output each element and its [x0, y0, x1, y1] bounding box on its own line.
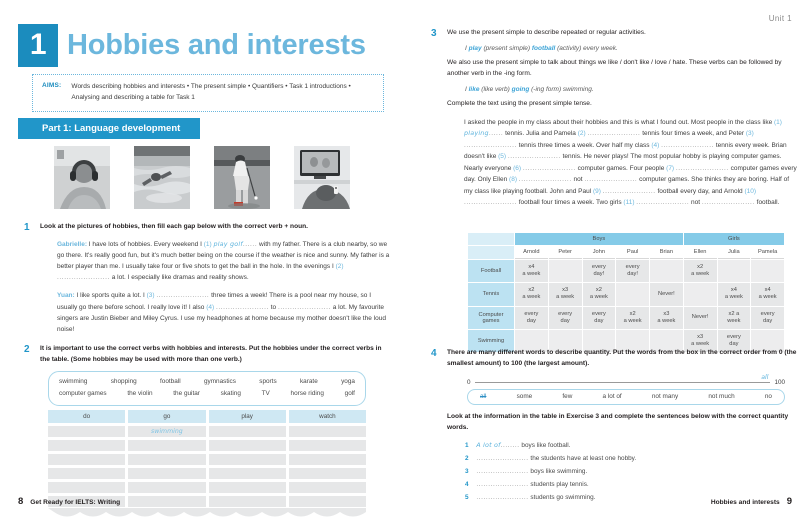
scale-answer: all [761, 374, 769, 381]
frequency-cell: every day! [583, 260, 616, 282]
quantity-word-chip[interactable]: not much [708, 393, 735, 400]
body-text: three times a week! There is a pool near my house, so I usually go there before school. I really love it! I also [57, 292, 372, 311]
verb-table-cell[interactable] [209, 496, 286, 507]
hobby-row-header: Computer games [468, 307, 514, 329]
torn-page-edge [48, 508, 366, 520]
gap-number: (2) [335, 263, 344, 271]
exercise-3-example-2 [465, 86, 797, 93]
group-header-girls: Girls [684, 233, 784, 245]
body-text: not [689, 199, 702, 207]
exercise-1-instruction: Look at the pictures of hobbies, then fill each gap below with the correct verb + noun. [40, 223, 308, 230]
sentence-text: boys like football. [519, 442, 571, 450]
verb-table-cell[interactable] [48, 468, 125, 479]
verb-table-cell[interactable] [128, 440, 205, 451]
word-chip[interactable]: swimming [59, 378, 88, 385]
gap-number: (6) [513, 164, 523, 172]
exercise-4-number: 4 [431, 348, 437, 359]
example-text: (activity) every week. [555, 44, 618, 52]
body-text: computer games. She thinks they are boring. Half of my class like playing football. John and Paul [464, 176, 790, 195]
exercise-3 [425, 28, 797, 209]
student-name-header: Pamela [751, 246, 784, 259]
body-text: tennis three times a week. Over half my class [516, 141, 652, 149]
exercise-3-intro-1: We use the present simple to describe repeated or regular activities. [447, 29, 646, 36]
student-name-header: John [583, 246, 616, 259]
gap-number: (4) [651, 141, 662, 149]
table-row [48, 440, 366, 451]
quantity-scale [467, 375, 785, 386]
aims-box [32, 74, 384, 112]
verb-table-cell[interactable] [128, 482, 205, 493]
exercise-4-instruction-2: Look at the information in the table in Exercise 3 and complete the sentences below with the correct quantity words. [447, 413, 789, 431]
verb-table-cell[interactable] [48, 440, 125, 451]
sentence-text: students go swimming. [528, 493, 596, 501]
verb-table-cell[interactable] [128, 468, 205, 479]
sentence-number: 4 [465, 480, 469, 488]
sentence-number: 1 [465, 442, 469, 450]
body-text: with my father. There is a club nearby, so we go there. It's really good fun, but it's much better being on the course if the weather is nice and sunny. My father is a better player than me. I usually take four or five shots to get the ball in the hole. In the evenings I [57, 240, 390, 271]
quantity-word-chip[interactable]: all [480, 393, 487, 400]
hobby-word-box [48, 371, 366, 406]
table-row [48, 468, 366, 479]
answer-blank: ...................... [464, 199, 517, 207]
frequency-cell: x3 a week [549, 283, 582, 305]
answer-blank: ...................... [602, 187, 656, 195]
example-text: I [465, 85, 469, 93]
body-text: football four times a week. Two girls [516, 199, 624, 207]
word-chip[interactable]: yoga [341, 378, 355, 385]
body-text: tennis four times a week, and Peter [640, 130, 746, 138]
sentence-text: boys like swimming. [528, 467, 588, 475]
frequency-cell-empty [684, 283, 717, 305]
exercise-1-number: 1 [24, 222, 30, 233]
answer-blank[interactable]: ...................... [474, 467, 529, 475]
frequency-cell: x2 a week [684, 260, 717, 282]
hobby-row-header: Swimming [468, 330, 514, 352]
frequency-cell: every day! [616, 260, 649, 282]
frequency-cell-empty [616, 283, 649, 305]
verb-table-cell[interactable] [128, 496, 205, 507]
word-chip[interactable]: karate [299, 378, 318, 385]
table-row [468, 307, 784, 329]
answer-blank: ...................... [584, 176, 638, 184]
body-text: tennis. He never plays! The most popular hobby is playing computer games. Nearly everyone [464, 153, 782, 172]
answer-dots: ...... [242, 240, 258, 248]
verb-column-header: play [209, 410, 286, 423]
student-name-header: Ellen [684, 246, 717, 259]
table-row [48, 454, 366, 465]
list-item [465, 453, 797, 466]
frequency-cell: x4 a week [751, 283, 784, 305]
frequency-cell: every day [583, 307, 616, 329]
frequency-cell: every day [718, 330, 751, 352]
frequency-cell: x3 a week [650, 307, 683, 329]
student-name-header: Peter [549, 246, 582, 259]
list-item [465, 479, 797, 492]
unit-header [18, 24, 366, 67]
footer-left [18, 496, 120, 507]
word-chip[interactable]: the violin [127, 389, 153, 397]
answer-blank: ...................... [507, 153, 561, 161]
verb-table-cell[interactable] [289, 426, 366, 437]
answer-blank: ...................... [587, 130, 641, 138]
body-text: tennis every week. Brian doesn't like [464, 141, 787, 161]
scale-min-label: 0 [467, 379, 471, 386]
answer-blank: ...................... [661, 141, 715, 149]
verb-table-cell[interactable] [289, 440, 366, 451]
example-highlight: football [531, 44, 556, 52]
example-text: (like verb) [479, 85, 512, 93]
student-name-header: Arnold [515, 246, 548, 259]
body-text: I have lots of hobbies. Every weekend I [86, 240, 204, 248]
body-text: football. [754, 199, 780, 207]
part-banner: Part 1: Language development [18, 118, 200, 139]
photo-swimmer [134, 146, 190, 209]
answer-blank: ...................... [518, 176, 572, 184]
word-box-row-1 [59, 376, 355, 388]
word-chip[interactable]: skating [220, 389, 241, 397]
frequency-cell: Never! [684, 307, 717, 329]
scale-line [475, 375, 771, 383]
page-number-right: 9 [786, 496, 792, 507]
answer-blank[interactable]: ...................... [474, 493, 529, 501]
scale-max-label: 100 [774, 379, 785, 386]
frequency-cell: x3 a week [684, 330, 717, 352]
table-row [48, 426, 366, 437]
student-name-header: Julia [718, 246, 751, 259]
frequency-cell-empty [751, 260, 784, 282]
frequency-cell: Never! [650, 283, 683, 305]
answer-blank: ...................... [57, 274, 110, 282]
verb-table-cell[interactable] [209, 482, 286, 493]
exercise-3-number: 3 [431, 28, 437, 39]
verb-table-cell[interactable] [48, 426, 125, 437]
body-text: a lot. My favourite singers are Justin Bieber and Miley Cyrus. I use my headphones at home because my mother doesn't like the loud noise! [57, 303, 386, 333]
table-name-header-row [468, 246, 784, 259]
student-name-header: Paul [616, 246, 649, 259]
gap-number: (3) [146, 292, 157, 300]
sentence-number: 5 [465, 493, 469, 501]
answer-blank: ...................... [701, 199, 755, 207]
gap-number: (1) [774, 118, 782, 126]
word-chip[interactable]: the guitar [173, 389, 200, 397]
example-highlight: going [511, 85, 530, 93]
answer-blank: ...................... [464, 141, 517, 149]
answer-blank: ...................... [156, 292, 210, 300]
frequency-cell: x4 a week [718, 283, 751, 305]
example-highlight: like [468, 85, 480, 93]
exercise-4 [425, 348, 797, 369]
word-chip[interactable]: golf [344, 389, 355, 397]
verb-table-cell[interactable] [48, 454, 125, 465]
example-text: (-ing form) swimming. [529, 85, 594, 93]
answer-dots: ........ [500, 442, 520, 450]
gap-number: (1) [203, 240, 214, 248]
verb-table-cell[interactable] [289, 482, 366, 493]
exercise-3-cloze-text [464, 117, 797, 210]
photo-golfer [214, 146, 270, 209]
frequency-cell: every day [549, 307, 582, 329]
aims-label: AIMS: [42, 81, 62, 89]
gap-number: (11) [623, 199, 637, 207]
unit-number: 1 [18, 24, 58, 67]
quantity-word-chip[interactable]: no [764, 393, 772, 400]
frequency-cell: x2 a week [515, 283, 548, 305]
word-chip[interactable]: TV [261, 389, 270, 397]
verb-table-cell[interactable] [289, 454, 366, 465]
body-text: computer games. Four people [575, 164, 667, 172]
verb-column-header: watch [289, 410, 366, 423]
exercise-4-part-b [447, 412, 797, 504]
verb-column-header: go [128, 410, 205, 423]
body-text: to [268, 303, 278, 311]
verb-table-header [48, 410, 366, 423]
frequency-cell: x2 a week [718, 307, 751, 329]
exercise-3-example-1 [465, 45, 797, 52]
body-text: I asked the people in my class about their hobbies and this is what I found out. Most people in the class like [464, 118, 775, 126]
body-text: computer games every day. Only Ellen [464, 164, 797, 184]
frequency-cell: every day [751, 307, 784, 329]
frequency-cell: x4 a week [515, 260, 548, 282]
group-header-boys: Boys [515, 233, 683, 245]
word-chip[interactable]: computer games [59, 389, 107, 397]
table-corner [468, 246, 514, 259]
example-highlight: play [468, 44, 482, 52]
word-chip[interactable]: sports [259, 378, 277, 385]
dialogue-speaker: Yuan: [57, 292, 75, 300]
exercise-4-sentences [465, 439, 797, 504]
frequency-cell: x2 a week [583, 283, 616, 305]
sentence-number: 3 [465, 467, 469, 475]
table-row [468, 283, 784, 305]
handwritten-answer: playing [464, 129, 489, 138]
verb-collocation-table [48, 410, 366, 525]
body-text: football every day, and Arnold [655, 187, 745, 195]
frequency-cell: x2 a week [616, 307, 649, 329]
quantity-word-chip[interactable]: some [516, 393, 533, 400]
sentence-text: the students have at least one hobby. [528, 455, 637, 463]
table-group-header-row [468, 233, 784, 245]
unit-marker: Unit 1 [768, 14, 792, 23]
table-row [468, 260, 784, 282]
body-text: not [571, 176, 585, 184]
list-item [465, 466, 797, 479]
photo-watching-tv [294, 146, 350, 209]
exercise-2-number: 2 [24, 344, 30, 355]
frequency-cell-empty [718, 260, 751, 282]
verb-table-cell[interactable]: swimming [128, 426, 205, 437]
verb-table-cell[interactable] [209, 440, 286, 451]
answer-blank: ...................... [675, 164, 729, 172]
photo-strip [54, 146, 350, 209]
verb-table-cell[interactable] [289, 468, 366, 479]
verb-table-cell[interactable] [209, 468, 286, 479]
gap-number: (4) [206, 303, 216, 311]
hobby-row-header: Football [468, 260, 514, 282]
answer-blank[interactable]: ...................... [474, 455, 529, 463]
sentence-number: 2 [465, 455, 469, 463]
frequency-cell: every day [515, 307, 548, 329]
frequency-cell-empty [549, 260, 582, 282]
aims-text: Words describing hobbies and interests • The present simple • Quantifiers • Task 1 introductions • Analysing and describing a table for Task 1 [71, 83, 351, 102]
answer-blank: ...................... [215, 303, 269, 311]
verb-table-body [48, 426, 366, 507]
body-text: I like sports quite a lot. I [74, 292, 147, 300]
exercise-3-instruction: Complete the text using the present simple tense. [447, 99, 592, 107]
frequency-cell-empty [650, 260, 683, 282]
example-text: I [465, 44, 469, 52]
verb-column-header: do [48, 410, 125, 423]
gap-number: (5) [498, 153, 508, 161]
unit-footer-title: Hobbies and interests [710, 499, 780, 506]
right-page [405, 0, 810, 527]
gap-number: (9) [593, 187, 603, 195]
student-name-header: Brian [650, 246, 683, 259]
example-text: (present simple) [481, 44, 532, 52]
gap-number: (8) [509, 176, 519, 184]
dialogue-turn [57, 239, 390, 284]
verb-table-cell[interactable] [289, 496, 366, 507]
word-chip[interactable]: horse riding [290, 389, 324, 397]
answer-blank[interactable]: ...................... [474, 480, 529, 488]
body-text: tennis. Julia and Pamela [503, 130, 578, 138]
handwritten-answer: A lot of [474, 441, 501, 450]
verb-table-cell[interactable] [209, 454, 286, 465]
answer-dots: ...... [488, 130, 504, 138]
table-row [48, 482, 366, 493]
answer-blank: ...................... [522, 164, 576, 172]
book-title: Get Ready for IELTS: Writing [30, 499, 121, 506]
photo-man-headphones [54, 146, 110, 209]
dialogue-turn [57, 290, 390, 335]
answer-blank: ...................... [636, 199, 690, 207]
exercise-3-intro-2: We also use the present simple to talk about things we like / don't like / love / hate. These verbs can be followed by another verb in the -ing form. [447, 58, 782, 77]
word-box-row-2 [59, 388, 355, 400]
handwritten-answer: play golf [213, 239, 243, 248]
gap-number: (10) [744, 187, 757, 195]
exercise-1 [18, 222, 390, 342]
quantity-word-chip[interactable]: a lot of [602, 393, 622, 400]
sentence-text: students play tennis. [528, 480, 589, 488]
exercise-1-dialogue [57, 239, 390, 335]
exercise-2-instruction: It is important to use the correct verbs with hobbies and interests. Put the hobbies under the correct verbs in the table. (Some hobbies may be used with more than one verb.) [40, 345, 382, 363]
word-chip[interactable]: football [160, 378, 181, 385]
table-corner [468, 233, 514, 245]
gap-number: (3) [745, 130, 754, 138]
footer-right [711, 496, 792, 507]
list-item [465, 439, 797, 453]
body-text: a lot. I especially like dramas and reality shows. [109, 274, 249, 282]
exercise-2 [18, 344, 390, 365]
quantity-word-box [467, 389, 785, 405]
verb-table-cell[interactable] [128, 454, 205, 465]
quantity-word-chip[interactable]: few [562, 393, 573, 400]
word-chip[interactable]: shopping [110, 378, 137, 385]
gap-number: (7) [666, 164, 676, 172]
page-number-left: 8 [18, 496, 24, 507]
dialogue-speaker: Gabrielle: [57, 240, 87, 248]
word-chip[interactable]: gymnastics [203, 378, 236, 385]
verb-table-cell[interactable] [48, 482, 125, 493]
hobby-frequency-table [467, 232, 785, 353]
hobby-row-header: Tennis [468, 283, 514, 305]
unit-title: Hobbies and interests [67, 29, 366, 61]
quantity-word-chip[interactable]: not many [651, 393, 679, 400]
verb-table-cell[interactable] [209, 426, 286, 437]
gap-number: (2) [577, 130, 588, 138]
exercise-4-instruction: There are many different words to describe quantity. Put the words from the box in the correct order from 0 (the smallest amount) to 100 (the largest amount). [447, 349, 797, 367]
answer-blank: ...................... [277, 303, 331, 311]
